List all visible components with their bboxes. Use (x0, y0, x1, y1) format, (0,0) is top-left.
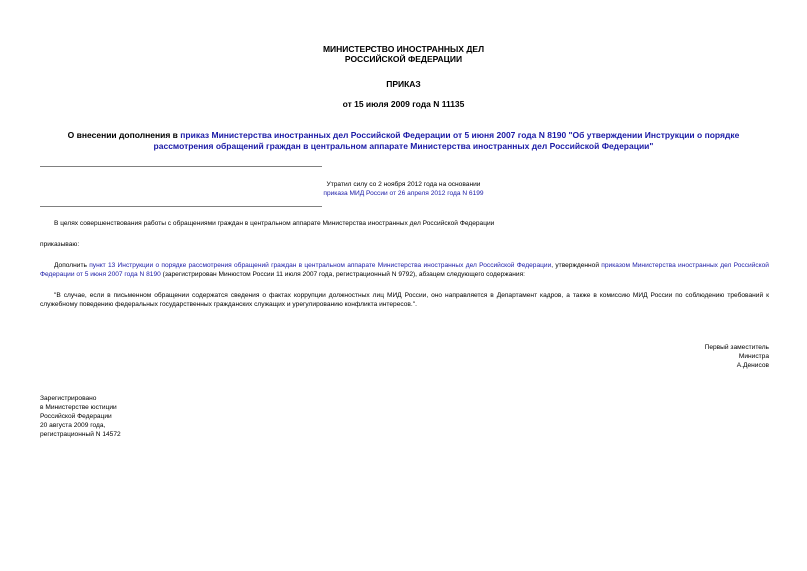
signature-line-2: Министра (738, 353, 769, 360)
title-prefix: О внесении дополнения в (67, 130, 181, 140)
amendment-paragraph (40, 261, 769, 279)
registration-line-3: Российской Федерации (40, 413, 112, 420)
signature-block (560, 343, 769, 370)
registration-line-1: Зарегистрировано (40, 395, 97, 402)
registration-line-5: регистрационный N 14572 (40, 431, 121, 438)
divider-bottom (40, 206, 322, 207)
preamble-paragraph: В целях совершенствования работы с обращениями граждан в центральном аппарате Министерства иностранных дел Российской Федерации (54, 220, 495, 227)
signature-line-3: А.Денисов (736, 362, 769, 369)
quote-paragraph: "В случае, если в письменном обращении содержатся сведения о фактах коррупции должностных лиц МИД России, оно направляется в Департамент кадров, а также в комиссию МИД России по соблюдению требований к служебному поведению федеральных государственных гражданских служащих и урегулированию конфликта интересов.". (40, 292, 769, 308)
doc-date: от 15 июля 2009 года N 11135 (342, 99, 465, 109)
ministry-name (0, 44, 807, 64)
doc-title (40, 130, 767, 152)
ministry-line-2: РОССИЙСКОЙ ФЕДЕРАЦИИ (344, 54, 463, 64)
order-word: приказываю: (40, 241, 80, 248)
status-line: Утратил силу со 2 ноября 2012 года на основании (326, 181, 481, 188)
registration-block (40, 394, 240, 439)
amendment-text-2: , утвержденной (551, 262, 602, 269)
registration-line-4: 20 августа 2009 года, (40, 422, 106, 429)
status-link[interactable]: приказа МИД России от 26 апреля 2012 года N 6199 (323, 190, 484, 197)
divider-top (40, 166, 322, 167)
status-note (0, 180, 807, 198)
instruction-link[interactable]: пункт 13 Инструкции о порядке рассмотрения обращений граждан в центральном аппарате Министерства иностранных дел Российской Федерации (89, 262, 552, 269)
order-link[interactable]: приказом Министерства иностранных дел Российской Федерации от 5 июня 2007 года N 8190 (40, 262, 769, 278)
amendment-text-3: (зарегистрирован Минюстом России 11 июля 2007 года, регистрационный N 9792), абзацем следующего содержания: (160, 271, 525, 278)
signature-line-1: Первый заместитель (704, 344, 769, 351)
title-link[interactable]: приказ Министерства иностранных дел Российской Федерации от 5 июня 2007 года N 8190 "Об утверждении Инструкции о порядке рассмотрения обращений граждан в центральном аппарате Министерства иностранных дел Российской Федерации" (153, 130, 740, 151)
doc-type: ПРИКАЗ (386, 79, 421, 89)
ministry-line-1: МИНИСТЕРСТВО ИНОСТРАННЫХ ДЕЛ (322, 44, 485, 54)
registration-line-2: в Министерстве юстиции (40, 404, 117, 411)
amendment-text-1: Дополнить (54, 262, 90, 269)
